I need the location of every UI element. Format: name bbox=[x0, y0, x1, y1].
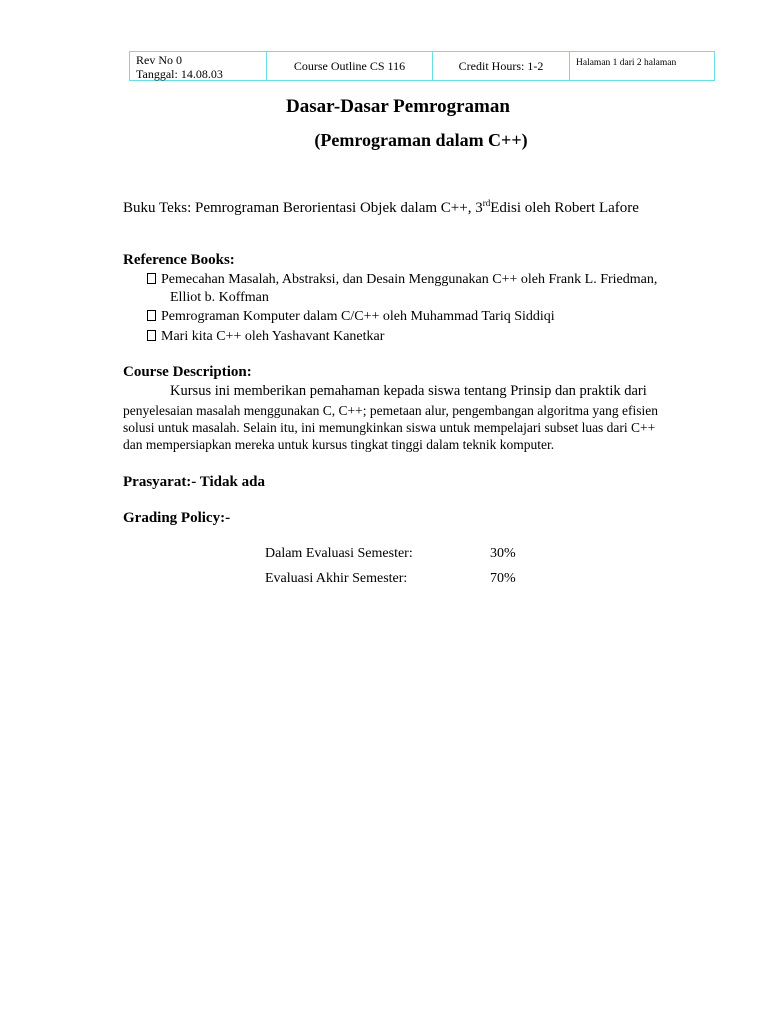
document-title: Dasar-Dasar Pemrograman bbox=[286, 96, 510, 117]
grading-value: 70% bbox=[490, 571, 516, 586]
header-table bbox=[129, 51, 715, 81]
description-line: dan mempersiapkan mereka untuk kursus tingkat tinggi dalam teknik komputer. bbox=[123, 437, 555, 452]
reference-item-text: Mari kita C++ oleh Yashavant Kanetkar bbox=[161, 329, 385, 344]
page-number: Halaman 1 dari 2 halaman bbox=[576, 58, 677, 68]
reference-item-text: Pemrograman Komputer dalam C/C++ oleh Muhammad Tariq Siddiqi bbox=[161, 309, 555, 324]
grading-value: 30% bbox=[490, 546, 516, 561]
reference-item bbox=[147, 309, 555, 325]
checkbox-icon bbox=[147, 330, 156, 341]
reference-item-continuation: Elliot b. Koffman bbox=[170, 290, 269, 305]
description-heading: Course Description: bbox=[123, 364, 252, 380]
page-cell bbox=[570, 52, 714, 80]
date: Tanggal: 14.08.03 bbox=[136, 67, 223, 81]
textbook-edition: Edisi oleh Robert Lafore bbox=[490, 200, 639, 216]
document-subtitle: (Pemrograman dalam C++) bbox=[314, 130, 528, 150]
description-line: penyelesaian masalah menggunakan C, C++; pemetaan alur, pengembangan algoritma yang efisien bbox=[123, 403, 659, 418]
rev-number: Rev No 0 bbox=[136, 53, 182, 67]
reference-heading: Reference Books: bbox=[123, 252, 235, 268]
credit-hours: Credit Hours: 1-2 bbox=[458, 58, 544, 73]
reference-item bbox=[147, 272, 657, 288]
description-line: Kursus ini memberikan pemahaman kepada siswa tentang Prinsip dan praktik dari bbox=[170, 383, 647, 399]
edition-suffix: rd bbox=[482, 198, 491, 208]
checkbox-icon bbox=[147, 310, 156, 321]
prerequisite: Prasyarat:- Tidak ada bbox=[123, 474, 265, 490]
description-body bbox=[123, 402, 743, 453]
textbook-text: Buku Teks: Pemrograman Berorientasi Objek dalam C++, 3 bbox=[123, 200, 483, 216]
grading-heading: Grading Policy:- bbox=[123, 510, 231, 526]
course-cell bbox=[267, 52, 433, 80]
course-code: Course Outline CS 116 bbox=[293, 58, 406, 73]
textbook-line bbox=[123, 198, 639, 217]
rev-date-cell bbox=[130, 52, 267, 80]
description-line: solusi untuk masalah. Selain itu, ini memungkinkan siswa untuk mempelajari subset luas dari C++ bbox=[123, 420, 656, 435]
reference-item bbox=[147, 329, 384, 345]
grading-label: Dalam Evaluasi Semester: bbox=[265, 546, 413, 561]
reference-item-text: Pemecahan Masalah, Abstraksi, dan Desain Menggunakan C++ oleh Frank L. Friedman, bbox=[161, 272, 658, 287]
checkbox-icon bbox=[147, 273, 156, 284]
credit-cell bbox=[433, 52, 570, 80]
grading-label: Evaluasi Akhir Semester: bbox=[265, 571, 408, 586]
